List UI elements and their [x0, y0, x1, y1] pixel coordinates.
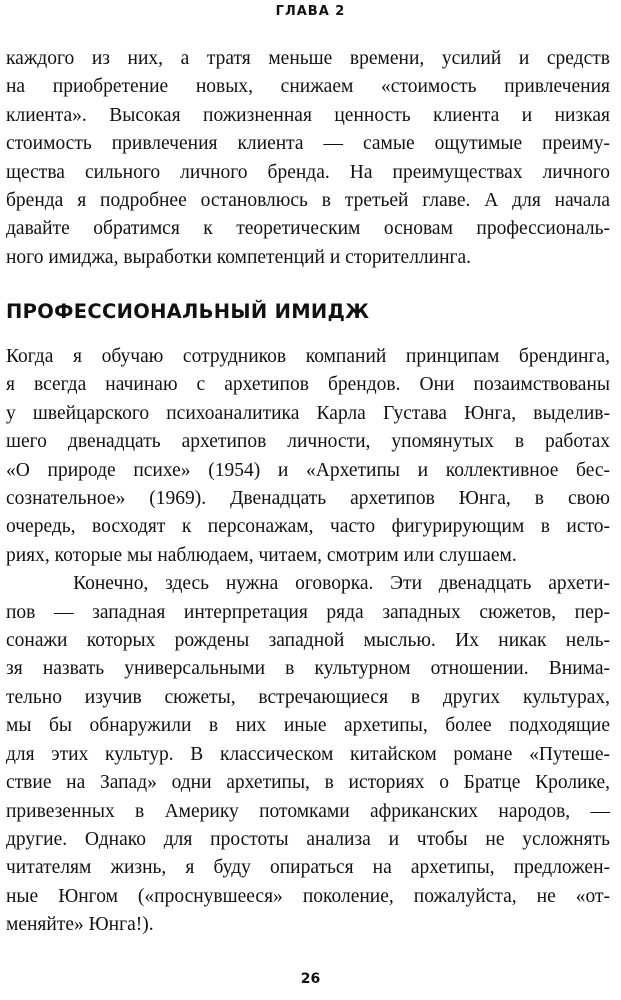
text-line: я всегда начинаю с архетипов брендов. Они позаимствованы	[6, 374, 610, 396]
section-title: ПРОФЕССИОНАЛЬНЫЙ ИМИДЖ	[6, 300, 370, 323]
text-line: очередь, восходят к персонажам, часто фигурирующим в исто-	[6, 516, 610, 538]
text-line: ствие на Запад» одни архетипы, в историях о Братце Кролике,	[6, 772, 610, 794]
text-line: Конечно, здесь нужна оговорка. Эти двенадцать архети-	[6, 573, 610, 595]
text-line: риях, которые мы наблюдаем, читаем, смотрим или слушаем.	[6, 544, 517, 566]
text-line: пов — западная интерпретация ряда западных сюжетов, пер-	[6, 601, 610, 623]
text-line: для этих культур. В классическом китайском романе «Путеше-	[6, 743, 610, 765]
text-line: сознательное» (1969). Двенадцать архетипов Юнга, в свою	[6, 488, 610, 510]
text-line: меняйте» Юнга!).	[6, 914, 154, 936]
text-line: у швейцарского психоаналитика Карла Густава Юнга, выделив-	[6, 402, 610, 424]
text-line: бренда я подробнее остановлюсь в третьей главе. А для начала	[6, 190, 610, 212]
text-line: на приобретение новых, снижаем «стоимость привлечения	[6, 76, 610, 98]
paragraph-top	[6, 45, 610, 272]
text-line: читателям жизнь, я буду опираться на архетипы, предложен-	[6, 857, 610, 879]
text-line: Когда я обучаю сотрудников компаний принципам брендинга,	[6, 346, 610, 367]
text-line: стоимость привлечения клиента — самые ощутимые преиму-	[6, 133, 610, 155]
text-line: сонажи которых рождены западной мыслью. Их никак нель-	[6, 630, 610, 652]
text-line: другие. Однако для простоты анализа и чтобы не усложнять	[6, 828, 610, 850]
page-number: 26	[300, 971, 321, 987]
text-line: привезенных в Америку потомками африканских народов, —	[6, 800, 610, 822]
text-line: щества сильного личного бренда. На преимуществах личного	[6, 161, 610, 183]
text-line: мы бы обнаружили в них иные архетипы, более подходящие	[6, 715, 610, 737]
text-line: тельно изучив сюжеты, встречающиеся в других культурах,	[6, 686, 610, 708]
text-line: «О природе психе» (1954) и «Архетипы и коллективное бес-	[6, 459, 610, 481]
paragraph-main	[6, 343, 610, 940]
text-line: давайте обратимся к теоретическим основам профессиональ-	[6, 218, 610, 240]
text-line: шего двенадцать архетипов личности, упомянутых в работах	[6, 431, 610, 453]
text-line: зя назвать универсальными в культурном отношении. Внима-	[6, 658, 610, 680]
running-head: ГЛАВА 2	[275, 4, 346, 19]
text-line: ного имиджа, выработки компетенций и сторителлинга.	[6, 246, 472, 268]
text-line: ные Юнгом («проснувшееся» поколение, пожалуйста, не «от-	[6, 885, 610, 907]
text-line: каждого из них, а тратя меньше времени, усилий и средств	[6, 48, 610, 69]
text-line: клиента». Высокая пожизненная ценность клиента и низкая	[6, 104, 610, 126]
